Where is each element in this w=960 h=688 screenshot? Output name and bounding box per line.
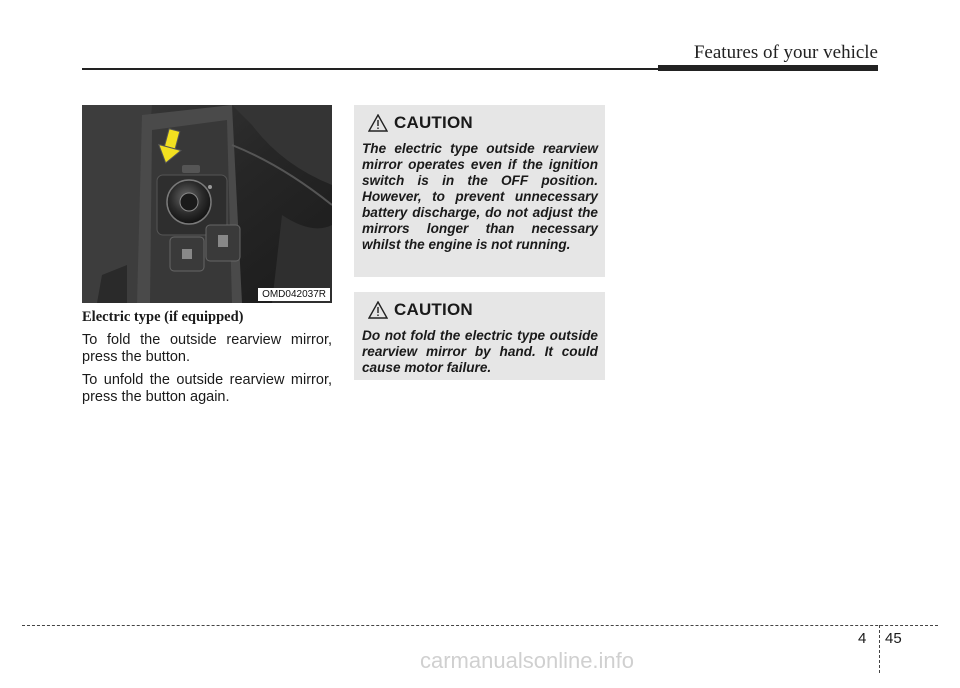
section-subheading: Electric type (if equipped) xyxy=(82,309,244,325)
caution-box xyxy=(354,105,605,277)
figure-code: OMD042037R xyxy=(258,288,330,301)
page-number: 45 xyxy=(885,630,902,647)
header-rule-accent xyxy=(658,65,878,71)
left-column xyxy=(82,309,332,412)
caution-title: CAUTION xyxy=(394,300,473,319)
caution-text: Do not fold the electric type outside rearview mirror by hand. It could cause motor failure. xyxy=(362,328,598,375)
footer-rule xyxy=(22,625,938,626)
caution-text: The electric type outside rearview mirror operates even if the ignition switch is in the OFF position. However, to prevent unnecessary battery discharge, do not adjust the mirrors longer than necessary whilst the engine is not running. xyxy=(362,141,598,252)
watermark: carmanualsonline.info xyxy=(420,648,635,673)
paragraph: To unfold the outside rearview mirror, press the button again. xyxy=(82,372,332,405)
caution-title: CAUTION xyxy=(394,113,473,132)
warning-triangle-icon xyxy=(368,114,388,132)
header-title: Features of your vehicle xyxy=(693,42,878,63)
chapter-number: 4 xyxy=(858,630,867,647)
caution-box xyxy=(354,292,605,380)
paragraph: To fold the outside rearview mirror, press the button. xyxy=(82,332,332,365)
mirror-switch-photo xyxy=(82,105,332,303)
footer-divider xyxy=(879,625,880,673)
warning-triangle-icon xyxy=(368,301,388,319)
